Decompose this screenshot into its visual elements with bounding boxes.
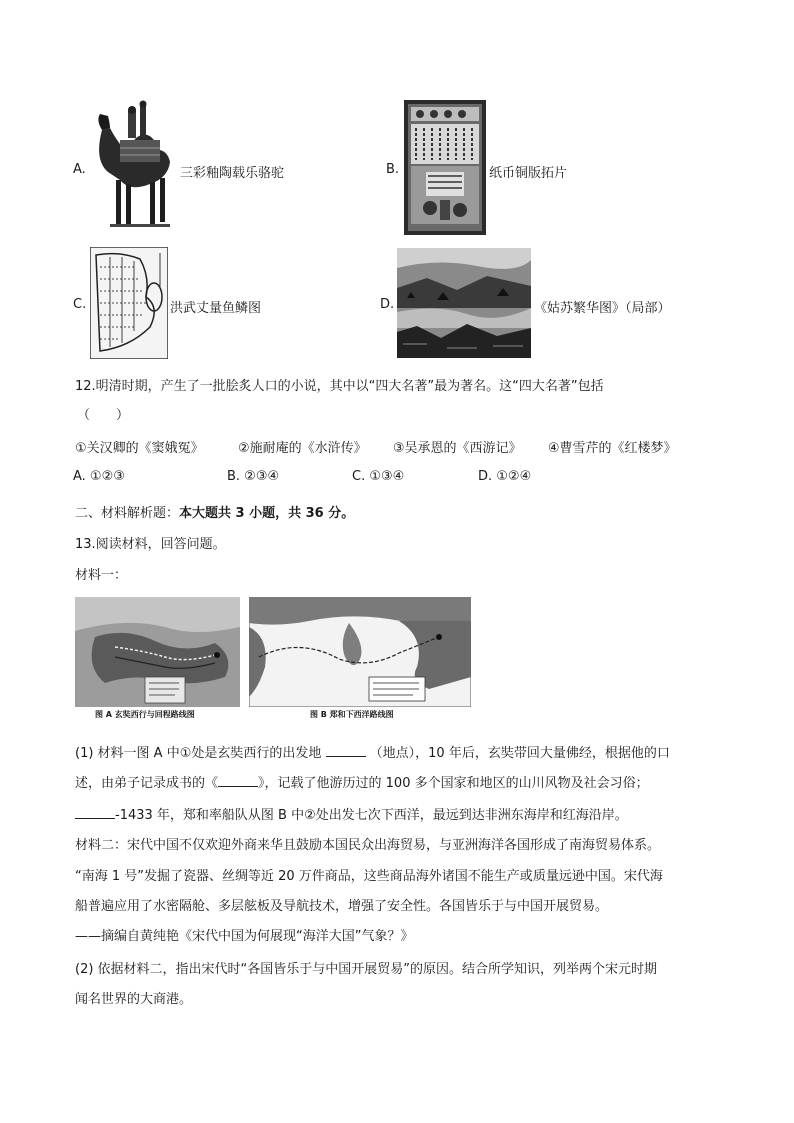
q13-stem: 13.阅读材料，回答问题。 [75, 537, 226, 552]
gusu-prosperity-painting-image [397, 248, 531, 358]
answer-blank-3[interactable] [75, 806, 115, 819]
option-a-caption: 三彩釉陶载乐骆驼 [180, 166, 285, 181]
q13-part1-text-b: （地点），10 年后，玄奘带回大量佛经，根据他的口 [369, 746, 670, 761]
map-a-xuanzang-route [75, 597, 240, 707]
section-heading-prefix: 二、材料解析题： [75, 506, 180, 521]
map-b-caption: 图 B 郑和下西洋路线图 [310, 710, 394, 719]
q13-part2-line1: (2) 依据材料二，指出宋代时“各国皆乐于与中国开展贸易”的原因。结合所学知识，列举两个宋元时期 [75, 962, 658, 977]
option-c-letter: C. [73, 297, 87, 312]
map-b-zhenghe-route [249, 597, 471, 707]
q12-choice-a: A. ①②③ [73, 469, 125, 484]
paper-money-rubbing-image [404, 100, 486, 235]
q12-item-4: ④曹雪芹的《红楼梦》 [547, 441, 677, 456]
answer-blank-2[interactable] [218, 774, 258, 787]
material1-label: 材料一： [75, 568, 128, 583]
q13-part2-line2: 闻名世界的大商港。 [75, 992, 193, 1007]
option-b-letter: B. [386, 162, 400, 177]
q12-item-1: ①关汉卿的《窦娥冤》 [75, 441, 204, 456]
material2-line2: “南海 1 号”发掘了瓷器、丝绸等近 20 万件商品，这些商品海外诸国不能生产或质量远逊中国。宋代海 [75, 869, 663, 884]
option-c-caption: 洪武丈量鱼鳞图 [170, 301, 262, 316]
q12-choice-c: C. ①③④ [352, 469, 405, 484]
q13-part1-text-e: -1433 年，郑和率船队从图 B 中②处出发七次下西洋，最远到达非洲东海岸和红海沿岸。 [115, 808, 628, 823]
option-b-caption: 纸币铜版拓片 [489, 166, 568, 181]
q12-item-2: ②施耐庵的《水浒传》 [237, 441, 367, 456]
q12-choice-b: B. ②③④ [227, 469, 280, 484]
section-heading [75, 502, 354, 521]
option-d-caption: 《姑苏繁华图》（局部） [534, 301, 671, 316]
q12-answer-paren: （ ） [77, 408, 130, 423]
q12-items-row [75, 437, 676, 456]
option-d-letter: D. [380, 297, 395, 312]
q13-part1-text-c: 述，由弟子记录成书的《 [75, 776, 219, 791]
map-a-caption: 图 A 玄奘西行与回程路线图 [95, 710, 195, 719]
q13-part1-text-a: (1) 材料一图 A 中①处是玄奘西行的出发地 [75, 746, 322, 761]
q12-stem: 12.明清时期，产生了一批脍炙人口的小说，其中以“四大名著”最为著名。这“四大名著”包括 [75, 379, 604, 394]
camel-figurine-image [90, 100, 180, 235]
q12-item-3: ③吴承恩的《西游记》 [392, 441, 522, 456]
material2-line1: 材料二：宋代中国不仅欢迎外商来华且鼓励本国民众出海贸易，与亚洲海洋各国形成了南海贸易体系。 [75, 838, 661, 853]
q12-choice-d: D. ①②④ [478, 469, 532, 484]
q13-part1-line3 [75, 804, 628, 823]
q13-part1-text-d: 》，记载了他游历过的 100 多个国家和地区的山川风物及社会习俗； [258, 776, 649, 791]
q13-part1-line2 [75, 772, 649, 791]
q13-part1-line1 [75, 742, 670, 761]
section-heading-bold: 本大题共 3 小题，共 36 分。 [179, 506, 355, 521]
material2-source: ——摘编自黄纯艳《宋代中国为何展现“海洋大国”气象？》 [75, 929, 414, 944]
fish-scale-map-image [90, 247, 168, 359]
answer-blank-1[interactable] [326, 744, 366, 757]
material2-line3: 船普遍应用了水密隔舱、多层舷板及导航技术，增强了安全性。各国皆乐于与中国开展贸易。 [75, 899, 609, 914]
option-a-letter: A. [73, 162, 86, 177]
